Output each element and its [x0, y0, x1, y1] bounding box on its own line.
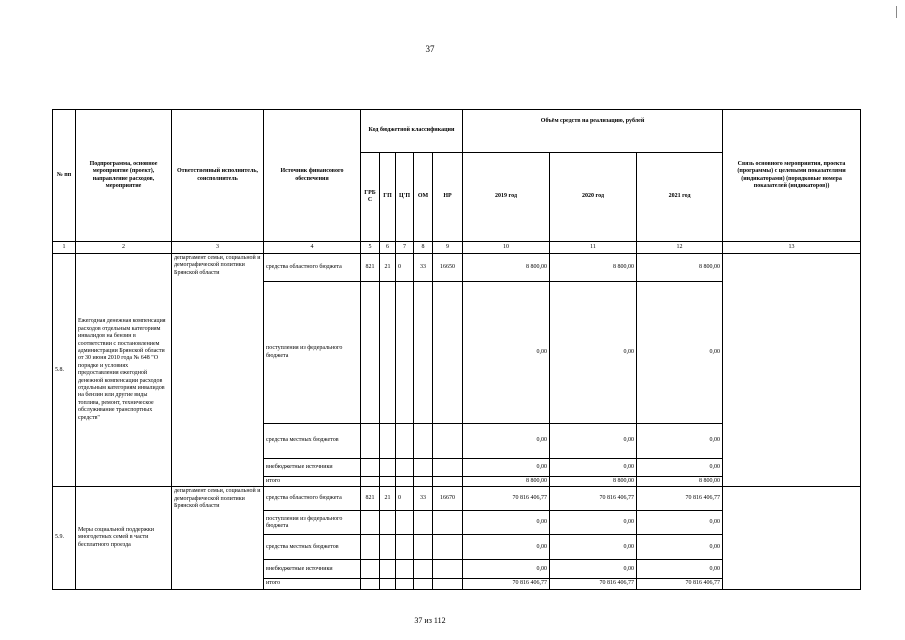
- funding-source: поступления из федерального бюджета: [264, 511, 361, 535]
- amount-2021: 0,00: [637, 459, 723, 477]
- amount-2020: 0,00: [550, 459, 637, 477]
- amount-2020: 8 800,00: [550, 254, 637, 282]
- header-om: ОМ: [414, 153, 433, 242]
- indicator-link: [723, 487, 861, 589]
- amount-2019: 0,00: [463, 560, 550, 579]
- amount-2019: 0,00: [463, 459, 550, 477]
- funding-source-total: итого: [264, 579, 361, 589]
- code-cp: 0: [396, 254, 414, 282]
- amount-2021: 0,00: [637, 282, 723, 424]
- amount-2019: 0,00: [463, 424, 550, 459]
- header-cp: Ц'П: [396, 153, 414, 242]
- header-code-group: Код бюджетной классификации: [361, 110, 463, 153]
- column-number: 11: [550, 242, 637, 254]
- amount-2019: 0,00: [463, 282, 550, 424]
- code-grbs: 821: [361, 487, 380, 511]
- item-program: Меры социальной поддержки многодетных семей в части бесплатного проезда: [76, 487, 172, 589]
- column-number: 8: [414, 242, 433, 254]
- header-source: Источник финансового обеспечения: [264, 110, 361, 242]
- amount-2021: 8 800,00: [637, 254, 723, 282]
- page-footer: 37 из 112: [414, 616, 446, 625]
- code-nr: 16670: [433, 487, 463, 511]
- column-number: 7: [396, 242, 414, 254]
- code-om: 33: [414, 254, 433, 282]
- funding-source: средства местных бюджетов: [264, 424, 361, 459]
- amount-2019: 0,00: [463, 511, 550, 535]
- page-number-top: 37: [425, 44, 435, 54]
- amount-2020: 0,00: [550, 511, 637, 535]
- item-executor: департамент семьи, социальной и демографической политики Брянской области: [172, 254, 264, 487]
- funding-source: средства областного бюджета: [264, 254, 361, 282]
- item-program: Ежегодная денежная компенсация расходов отдельным категориям инвалидов на бензин в соответствии с постановлением администрации Брянской области от 30 июня 2010 года № 648 "О порядке и условиях предоставления ежегодной денежной компенсации расходов отдельным категориям инвалидов на бензин или другие виды топлива, ремонт, техническое обслуживание транспортных средств": [76, 254, 172, 487]
- code-om: 33: [414, 487, 433, 511]
- amount-2020: 0,00: [550, 560, 637, 579]
- amount-2019: 8 800,00: [463, 254, 550, 282]
- total-2019: 70 816 406,77: [463, 579, 550, 589]
- header-program: Подпрограмма, основное мероприятие (проект), направление расходов, мероприятие: [76, 110, 172, 242]
- amount-2021: 0,00: [637, 535, 723, 560]
- column-number: 13: [723, 242, 861, 254]
- code-nr: 16650: [433, 254, 463, 282]
- amount-2020: 0,00: [550, 424, 637, 459]
- item-number: 5.8.: [53, 254, 76, 487]
- indicator-link: [723, 254, 861, 487]
- column-number: 5: [361, 242, 380, 254]
- column-number: 10: [463, 242, 550, 254]
- column-number: 3: [172, 242, 264, 254]
- amount-2021: 0,00: [637, 511, 723, 535]
- column-number: 4: [264, 242, 361, 254]
- total-2021: 8 800,00: [637, 477, 723, 487]
- code-gp: 21: [380, 487, 396, 511]
- header-2019: 2019 год: [463, 153, 550, 242]
- header-grbs: ГРБ С: [361, 153, 380, 242]
- total-2019: 8 800,00: [463, 477, 550, 487]
- column-number-row: [53, 242, 861, 254]
- code-gp: 21: [380, 254, 396, 282]
- item-number: 5.9.: [53, 487, 76, 589]
- header-link: Связь основного мероприятия, проекта (программы) с целевыми показателями (индикаторами) (порядковые номера показателей (индикаторов)): [723, 110, 861, 242]
- column-number: 9: [433, 242, 463, 254]
- total-2020: 70 816 406,77: [550, 579, 637, 589]
- total-2021: 70 816 406,77: [637, 579, 723, 589]
- header-nr: НР: [433, 153, 463, 242]
- funding-source: средства местных бюджетов: [264, 535, 361, 560]
- header-volume-group: Объём средств на реализацию, рублей: [463, 110, 723, 153]
- header-gp: ГП: [380, 153, 396, 242]
- funding-source: внебюджетные источники: [264, 560, 361, 579]
- funding-source-total: итого: [264, 477, 361, 487]
- budget-table: [52, 109, 861, 590]
- amount-2020: 0,00: [550, 535, 637, 560]
- code-grbs: 821: [361, 254, 380, 282]
- table-row: [53, 254, 861, 282]
- funding-source: внебюджетные источники: [264, 459, 361, 477]
- amount-2021: 70 816 406,77: [637, 487, 723, 511]
- column-number: 1: [53, 242, 76, 254]
- header-2020: 2020 год: [550, 153, 637, 242]
- item-executor: департамент семьи, социальной и демографической политики Брянской области: [172, 487, 264, 589]
- column-number: 12: [637, 242, 723, 254]
- code-cp: 0: [396, 487, 414, 511]
- amount-2019: 70 816 406,77: [463, 487, 550, 511]
- column-number: 2: [76, 242, 172, 254]
- amount-2020: 70 816 406,77: [550, 487, 637, 511]
- total-2020: 8 800,00: [550, 477, 637, 487]
- amount-2021: 0,00: [637, 560, 723, 579]
- amount-2021: 0,00: [637, 424, 723, 459]
- edge-mark: [896, 6, 897, 18]
- column-number: 6: [380, 242, 396, 254]
- amount-2020: 0,00: [550, 282, 637, 424]
- funding-source: средства областного бюджета: [264, 487, 361, 511]
- table-row: [53, 487, 861, 511]
- amount-2019: 0,00: [463, 535, 550, 560]
- header-num: № пп: [53, 110, 76, 242]
- header-2021: 2021 год: [637, 153, 723, 242]
- funding-source: поступления из федерального бюджета: [264, 282, 361, 424]
- header-executor: Ответственный исполнитель, соисполнитель: [172, 110, 264, 242]
